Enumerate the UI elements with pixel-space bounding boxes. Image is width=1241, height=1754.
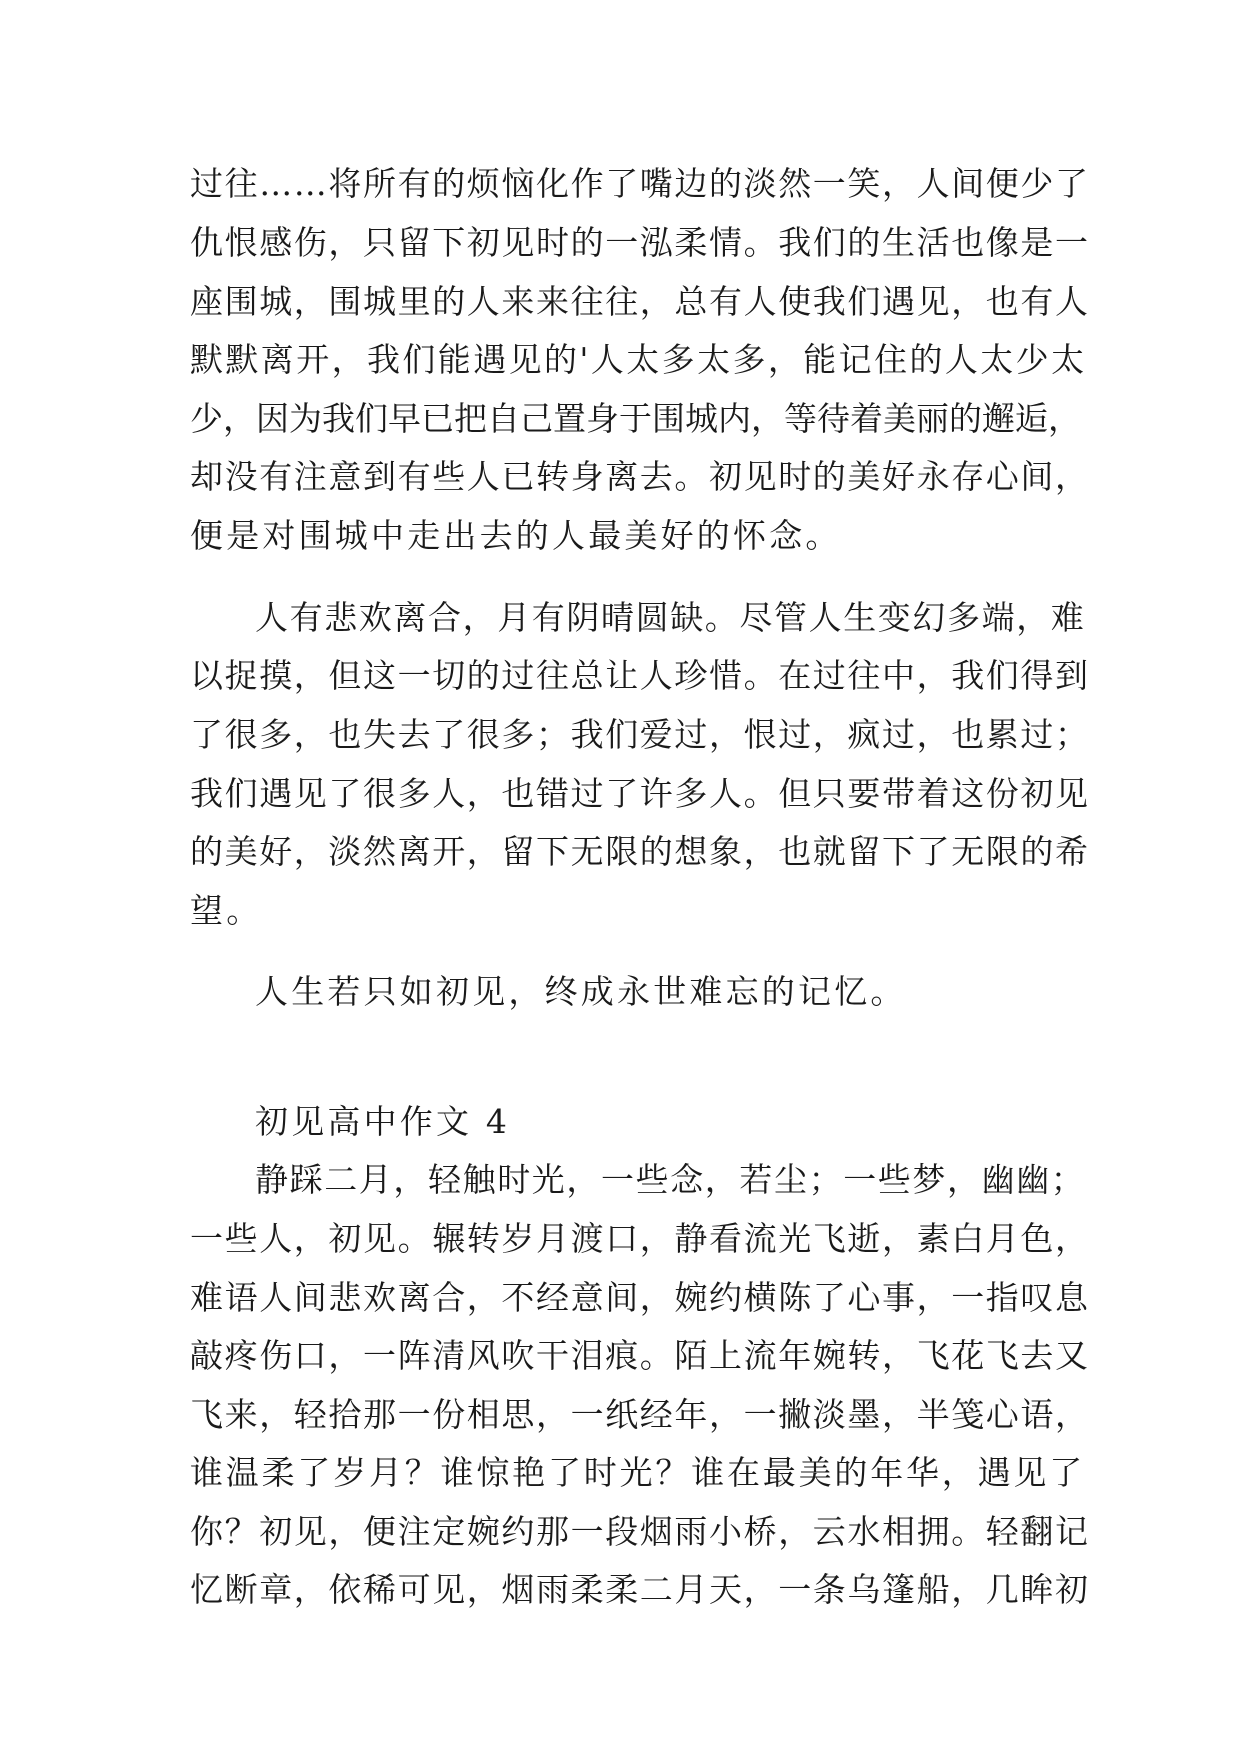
text-line-content: 仇恨感伤，只留下初见时的一泓柔情。我们的生活也像是一	[190, 223, 1090, 262]
section-heading-text: 初见高中作文 4	[255, 1102, 511, 1141]
text-line-content: 的美好，淡然离开，留下无限的想象，也就留下了无限的希	[190, 832, 1090, 871]
text-line-content: 难语人间悲欢离合，不经意间，婉约横陈了心事，一指叹息	[190, 1278, 1090, 1317]
text-line-content: 座围城，围城里的人来来往往，总有人使我们遇见，也有人	[190, 282, 1090, 321]
text-line-content: 我们遇见了很多人，也错过了许多人。但只要带着这份初见	[190, 774, 1090, 813]
section-heading	[0, 1098, 1241, 1146]
text-line-content: 忆断章，依稀可见，烟雨柔柔二月天，一条乌篷船，几眸初	[190, 1570, 1090, 1609]
text-line-content: 过往……将所有的烦恼化作了嘴边的淡然一笑，人间便少了	[190, 164, 1090, 203]
text-line	[0, 278, 1241, 326]
text-line	[0, 160, 1241, 208]
text-line	[0, 770, 1241, 818]
paragraph-start-line	[0, 594, 1241, 642]
text-line-content: 你？初见，便注定婉约那一段烟雨小桥，云水相拥。轻翻记	[190, 1512, 1090, 1551]
text-line-content: 敲疼伤口，一阵清风吹干泪痕。陌上流年婉转，飞花飞去又	[190, 1336, 1090, 1375]
text-line-content: 少，因为我们早已把自己置身于围城内，等待着美丽的邂逅，	[190, 399, 1081, 438]
text-line-content: 便是对围城中走出去的人最美好的怀念。	[190, 516, 842, 555]
text-line	[0, 887, 1241, 935]
paragraph-start-line	[0, 1156, 1241, 1204]
text-line	[0, 512, 1241, 560]
text-line	[0, 453, 1241, 501]
text-line	[0, 1449, 1241, 1497]
text-line	[0, 336, 1241, 384]
text-line-content: 以捉摸，但这一切的过往总让人珍惜。在过往中，我们得到	[190, 656, 1090, 695]
text-line	[0, 1508, 1241, 1556]
text-line	[0, 1566, 1241, 1614]
paragraph-start-line	[0, 968, 1241, 1016]
text-line-content: 默默离开，我们能遇见的'人太多太多，能记住的人太少太	[190, 340, 1087, 379]
text-line	[0, 1332, 1241, 1380]
text-line-content: 谁温柔了岁月？谁惊艳了时光？谁在最美的年华，遇见了	[190, 1453, 1085, 1492]
text-line-content: 了很多，也失去了很多；我们爱过，恨过，疯过，也累过；	[190, 715, 1090, 754]
text-line-content: 望。	[190, 891, 263, 930]
text-line	[0, 219, 1241, 267]
text-line-content: 却没有注意到有些人已转身离去。初见时的美好永存心间，	[190, 457, 1090, 496]
text-line	[0, 1274, 1241, 1322]
text-line	[0, 652, 1241, 700]
text-line	[0, 828, 1241, 876]
text-line	[0, 1391, 1241, 1439]
text-line-content: 人有悲欢离合，月有阴晴圆缺。尽管人生变幻多端，难	[255, 598, 1086, 637]
text-line	[0, 395, 1241, 443]
text-line-content: 静踩二月，轻触时光，一些念，若尘；一些梦，幽幽；	[255, 1160, 1086, 1199]
text-line	[0, 1215, 1241, 1263]
text-line-content: 人生若只如初见，终成永世难忘的记忆。	[255, 972, 907, 1011]
text-line	[0, 711, 1241, 759]
text-line-content: 飞来，轻拾那一份相思，一纸经年，一撇淡墨，半笺心语，	[190, 1395, 1090, 1434]
text-line-content: 一些人，初见。辗转岁月渡口，静看流光飞逝，素白月色，	[190, 1219, 1090, 1258]
